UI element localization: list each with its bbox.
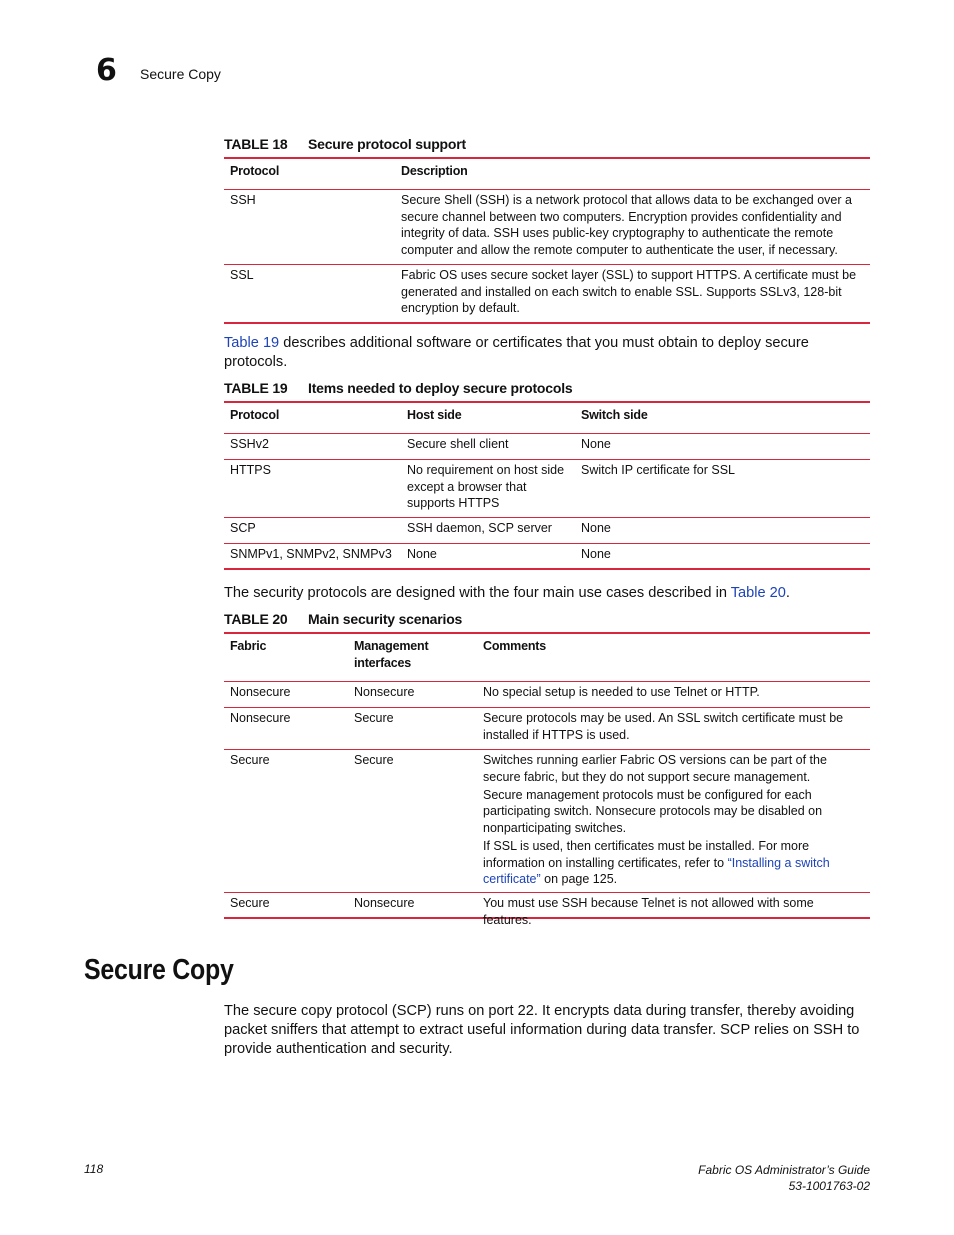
table20-cell-fabric: Nonsecure [230, 711, 291, 725]
table20 [224, 632, 870, 927]
comment-paragraph: Secure management protocols must be configured for each participating switch. Nonsecure protocols may be disabled on nonparticipating switches. [483, 787, 823, 835]
comment-paragraph: Switches running earlier Fabric OS versions can be part of the secure fabric, but they do not support secure management. [483, 753, 827, 784]
table-row [224, 433, 870, 459]
footer-doc-info [698, 1162, 870, 1194]
table-row [224, 459, 870, 517]
table19-col-switch-side: Switch side [581, 408, 648, 422]
doc-number: 53-1001763-02 [788, 1179, 870, 1193]
chapter-title: Secure Copy [140, 66, 221, 82]
section-body: The secure copy protocol (SCP) runs on port 22. It encrypts data during transfer, thereby avoiding packet sniffers that attempt to extract useful information during data transfer. SCP relies on SSH to provide authentication and security. [224, 1003, 860, 1057]
installing-certificate-link[interactable]: “Installing a switch certificate” [483, 855, 830, 887]
table20-cell-comments: No special setup is needed to use Telnet or HTTP. [483, 685, 760, 699]
table19-col-host-side: Host side [407, 408, 462, 422]
paragraph-table19-intro [224, 334, 874, 372]
table18-header-row [224, 159, 870, 189]
table20-cell-fabric: Nonsecure [230, 685, 291, 699]
table19-cell: HTTPS [230, 463, 271, 477]
table-row [224, 189, 870, 264]
table-row [224, 543, 870, 568]
table20-cell-management: Secure [354, 711, 394, 725]
table18-label: TABLE 18 [224, 136, 288, 152]
table20-cell-management: Nonsecure [354, 685, 415, 699]
paragraph-text: The security protocols are designed with the four main use cases described in [224, 585, 731, 601]
table19 [224, 401, 870, 570]
table20-cell-management: Nonsecure [354, 896, 415, 910]
paragraph-end: . [785, 585, 790, 601]
table20-cell-comments [477, 752, 870, 892]
table19-cell: None [581, 521, 611, 535]
table20-cell-comments: Secure protocols may be used. An SSL switch certificate must be installed if HTTPS is used. [483, 711, 844, 742]
table19-cell: None [581, 547, 611, 561]
table19-cell: SSHv2 [230, 437, 269, 451]
table19-cell: Secure shell client [407, 437, 509, 451]
table18-cell-protocol: SSH [230, 193, 256, 207]
table18-cell-description: Fabric OS uses secure socket layer (SSL) to support HTTPS. A certificate must be generated and installed on each switch to enable SSL. Supports SSLv3, 128-bit encryption by default. [401, 268, 857, 316]
table18-col-description: Description [401, 164, 468, 178]
table19-header-row [224, 403, 870, 433]
table18-title: Secure protocol support [308, 136, 466, 152]
table20-col-comments: Comments [483, 639, 546, 653]
table19-label: TABLE 19 [224, 380, 288, 396]
table20-cell-fabric: Secure [230, 896, 270, 910]
table19-cell: None [581, 437, 611, 451]
table18 [224, 157, 870, 324]
paragraph-text: describes additional software or certificates that you must obtain to deploy secure protocols. [224, 335, 809, 370]
paragraph-table20-intro [224, 584, 874, 603]
table20-link[interactable]: Table 20 [730, 585, 786, 601]
table20-col-management: Management interfaces [354, 639, 429, 670]
table-row [224, 264, 870, 322]
table18-cell-protocol: SSL [230, 268, 254, 282]
page-number: 118 [84, 1162, 104, 1176]
table18-cell-description: Secure Shell (SSH) is a network protocol that allows data to be exchanged over a secure channel between two computers. Encryption provides confidentiality and integrity of data. SSH uses public-key cryptography to authenticate the remote computer and allow the remote computer to authenticate the user, if necessary. [401, 193, 852, 257]
table20-cell-comments: You must use SSH because Telnet is not allowed with some features. [483, 896, 814, 927]
table-row [224, 892, 870, 927]
table20-caption [224, 611, 462, 627]
comment-paragraph [483, 838, 864, 888]
table19-cell: None [407, 547, 437, 561]
table20-cell-management: Secure [354, 753, 394, 767]
table19-col-protocol: Protocol [230, 408, 280, 422]
table20-header-row [224, 634, 870, 681]
table20-label: TABLE 20 [224, 611, 288, 627]
table18-caption [224, 136, 466, 152]
table19-cell: SNMPv1, SNMPv2, SNMPv3 [230, 547, 392, 561]
table19-cell: Switch IP certificate for SSL [581, 463, 735, 477]
table-row [224, 749, 870, 892]
table19-cell: SSH daemon, SCP server [407, 521, 552, 535]
table20-col-fabric: Fabric [230, 639, 267, 653]
table-row [224, 681, 870, 707]
table-row [224, 707, 870, 749]
comment-text: on page 125. [540, 872, 618, 887]
table20-title: Main security scenarios [308, 611, 463, 627]
table20-cell-fabric: Secure [230, 753, 270, 767]
table19-link[interactable]: Table 19 [224, 335, 280, 351]
chapter-number: 6 [96, 53, 117, 88]
table19-cell: No requirement on host side except a browser that supports HTTPS [407, 463, 565, 511]
comment-text: If SSL is used, then certificates must be installed. For more information on installing certificates, refer to [483, 838, 810, 870]
section-heading: Secure Copy [84, 954, 234, 986]
table19-caption [224, 380, 573, 396]
table18-col-protocol: Protocol [230, 164, 280, 178]
table19-title: Items needed to deploy secure protocols [308, 380, 573, 396]
table19-cell: SCP [230, 521, 256, 535]
table-row [224, 517, 870, 543]
guide-title: Fabric OS Administrator’s Guide [698, 1163, 870, 1177]
